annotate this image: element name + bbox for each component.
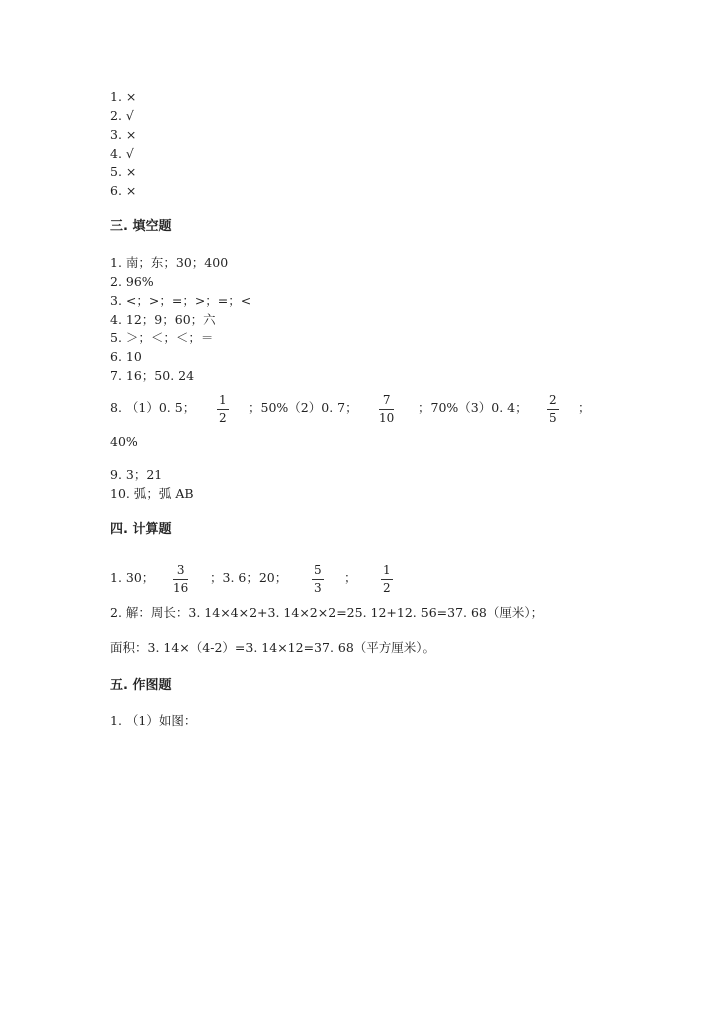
fill-item-4: 4. 12；9；60；六 (110, 312, 216, 327)
fill-item-8-continuation: 40% (110, 434, 138, 449)
fraction-numerator: 1 (383, 563, 391, 577)
fill-item-8-part-3: ；70%（3）0. 4； (418, 400, 528, 415)
judgement-item-4 (110, 145, 134, 163)
fill-item-8-part-4: ； (578, 400, 591, 415)
fill-item-7: 7. 16；50. 24 (110, 368, 195, 383)
fraction-denominator: 5 (549, 411, 557, 425)
fill-item-1: 1. 南；东；30；400 (110, 255, 229, 270)
fill-item-9: 9. 3；21 (110, 467, 163, 482)
fill-item-10: 10. 弧；弧 AB (110, 486, 194, 501)
section-4-heading: 四. 计算题 (110, 522, 172, 537)
judgement-number: 2. (110, 108, 122, 123)
fill-item-8-part-1: 8. （1）0. 5； (110, 400, 196, 415)
section-3-heading: 三. 填空题 (110, 219, 172, 234)
cross-mark: × (125, 164, 137, 179)
drawing-item-1: 1. （1）如图： (110, 713, 197, 728)
judgement-item-3 (110, 126, 136, 144)
judgement-item-1 (110, 88, 136, 106)
fraction-denominator: 3 (314, 581, 322, 595)
section-5-heading: 五. 作图题 (110, 678, 172, 693)
fraction (312, 564, 324, 595)
fraction-denominator: 2 (383, 581, 391, 595)
fraction-denominator: 16 (173, 581, 189, 595)
judgement-number: 4. (110, 146, 122, 161)
fill-item-5: 5. ＞；＜；＜；＝ (110, 330, 214, 345)
calc-item-1-part-3: ； (344, 570, 357, 585)
fraction-denominator: 2 (219, 411, 227, 425)
calc-item-2: 2. 解：周长：3. 14×4×2+3. 14×2×2=25. 12+12. 56=37. 68（厘米）； (110, 605, 544, 620)
fraction (173, 564, 188, 595)
fraction-numerator: 7 (382, 393, 391, 407)
calc-item-1-part-1: 1. 30； (110, 570, 155, 585)
check-mark: √ (125, 108, 134, 123)
judgement-item-2 (110, 107, 134, 125)
judgement-item-6 (110, 182, 136, 200)
fraction-numerator: 3 (176, 563, 185, 577)
judgement-number: 3. (110, 127, 122, 142)
cross-mark: × (125, 89, 137, 104)
fill-item-3: 3. <；>；=；>；=；< (110, 293, 252, 308)
judgement-number: 1. (110, 89, 122, 104)
fraction-numerator: 2 (549, 393, 557, 407)
check-mark: √ (125, 146, 134, 161)
fill-item-8-part-2: ；50%（2）0. 7； (248, 400, 358, 415)
judgement-number: 5. (110, 164, 122, 179)
fraction-numerator: 1 (219, 393, 227, 407)
judgement-item-5 (110, 163, 136, 181)
calc-item-2-area: 面积：3. 14×（4-2）=3. 14×12=37. 68（平方厘米）。 (110, 640, 436, 655)
fill-item-6: 6. 10 (110, 349, 142, 364)
cross-mark: × (125, 127, 137, 142)
fraction (547, 394, 559, 425)
calc-item-1-part-2: ；3. 6；20； (210, 570, 288, 585)
judgement-number: 6. (110, 183, 122, 198)
fraction-numerator: 5 (314, 563, 322, 577)
fraction (217, 394, 229, 425)
cross-mark: × (125, 183, 137, 198)
fraction-denominator: 10 (379, 411, 395, 425)
fraction (381, 564, 393, 595)
fill-item-2: 2. 96% (110, 274, 154, 289)
fraction (379, 394, 394, 425)
